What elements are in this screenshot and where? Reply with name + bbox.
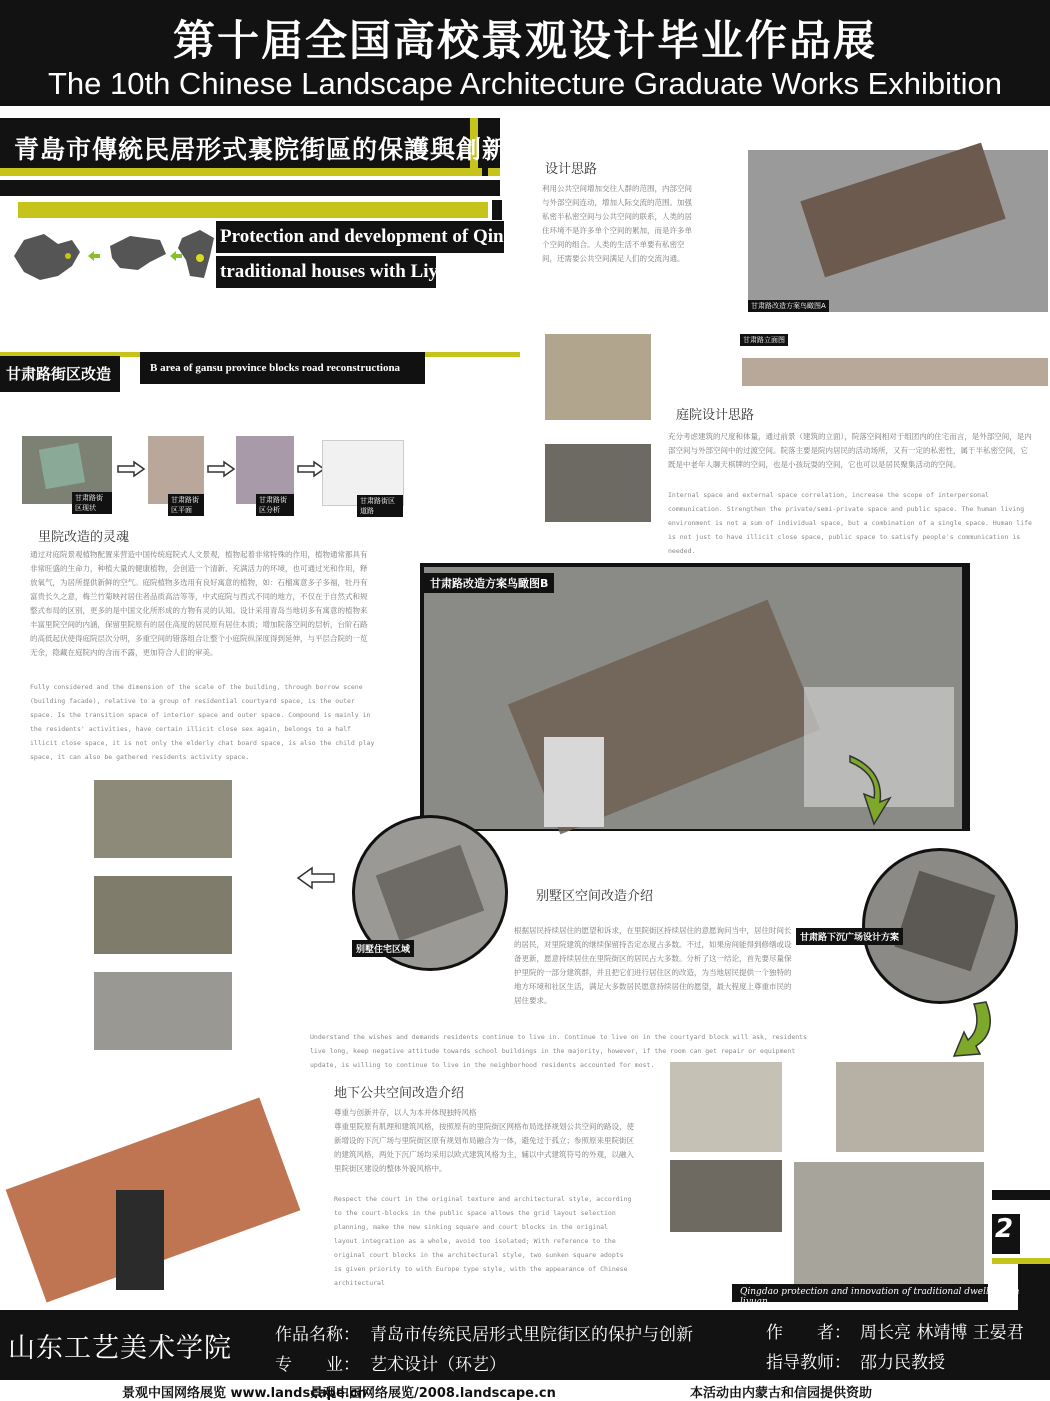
banner-end-block (492, 200, 502, 220)
street-elevation (742, 358, 1048, 386)
major-label: 专 业： (275, 1355, 360, 1375)
advisor: 邵力民教授 (860, 1353, 945, 1373)
gansu-thumb-plan (148, 436, 204, 514)
sunken-blocks (895, 871, 996, 972)
courtyard-title: 庭院设计思路 (676, 408, 755, 423)
bottom-band-middle: 景观中国网络展览/2008.landscape.cn (310, 1386, 556, 1401)
aerial-b-tower (544, 737, 604, 827)
design-thinking-title: 设计思路 (545, 162, 598, 177)
arrow-down-icon (842, 752, 898, 830)
aerial-b-caption: 甘肃路改造方案鸟瞰图B (424, 573, 554, 593)
exhibition-title-en: The 10th Chinese Landscape Architecture Graduate Works Exhibition (47, 66, 1003, 101)
underground-subtitle: 尊重与创新并存，以人为本并体现独特风格 (334, 1108, 477, 1117)
soul-title: 里院改造的灵魂 (38, 530, 130, 545)
thumb-caption: 甘肃路街区现状 (72, 492, 112, 514)
villa-body-cn: 根据居民持续居住的愿望和诉求，在里院街区持续居住的意愿询问当中，居住时间长的居民，对里院建筑的继续保留持否定态度占多数。不过，如果房间能得到修缮或设备更新，愿意持续居住在里院街区的居民占大多数。分析了这一结论，首先要尽量保护里院的一部分建筑群，并且把它们进行居住区的改造，为当地居民提供一个独特的地方环境和社区生活，满足大多数居民愿意持续居住的愿望，最大程度上尊重市民的居住要求。 (514, 926, 792, 1005)
sunken-caption: 甘肃路下沉广场设计方案 (796, 928, 903, 945)
soul-body-en: Fully considered and the dimension of the scale of the building, through borrow scene (building facade), relative to a group of residential courtyard space, is the outer space. Is the transition space of interior space and outer space. Compound is mainly in the residents' activities, have certain illicit close sex again, belongs to a half illicit close space, it is not only the elderly chat board space, is also the child play space, it can also be gathered residents activity space. (30, 683, 375, 761)
gansu-thumb-current (22, 436, 112, 512)
gansu-thumb-roads (322, 440, 404, 515)
street-photo-1 (94, 780, 232, 858)
elevation-caption: 甘肃路立面图 (740, 334, 788, 346)
courtyard-render-1 (545, 334, 651, 420)
banner-yellow-band (18, 202, 488, 218)
aerial-a-image (748, 150, 1048, 312)
gansu-label-cn: 甘肃路街区改造 (6, 365, 112, 383)
plaza-render-1 (670, 1062, 782, 1152)
page-number: 2 (995, 1214, 1014, 1244)
street-photo-2 (94, 876, 232, 954)
banner-yellow-stripe (0, 168, 500, 176)
china-location-maps (10, 226, 215, 286)
banner-dark-band (0, 180, 500, 196)
major: 艺术设计（环艺） (370, 1355, 506, 1375)
design-thinking-body: 利用公共空间增加交往人群的范围，内部空间与外部空间连动，增加人际交流的范围。加强私密半私密空间与公共空间的联系，人类的居住环境不是许多单个空间的累加，而是许多单个空间的组合。人类的生活不单要有私密空间，还需要公共空间满足人们的交流沟通。 (542, 184, 692, 263)
school-name: 山东工艺美术学院 (8, 1333, 232, 1364)
thumb-caption: 甘肃路街区道路 (357, 495, 403, 517)
gansu-thumb-analysis (236, 436, 294, 514)
advisor-label: 指导教师： (766, 1353, 851, 1373)
courtyard-body-cn: 充分考虑建筑的尺度和体量，通过前景（建筑的立面），院落空间相对于组团内的住宅而言，是外部空间，是内部空间与外部空间中的过渡空间。院落主要是院内居民的活动场所，又有一定的私密性，属于半私密空间，它既是中老年人聊天棋牌的空间，也是小孩玩耍的空间，它也可以是居民聚集活动的空间。 (668, 432, 1032, 469)
soul-body-cn: 通过对庭院景观植物配置来营造中国传统庭院式人文景观，植物起着非常特殊的作用，植物通常都具有非常旺盛的生命力，种植大量的健康植物，会创造一个清新、充满活力的环境，也可通过光和作用，释放氧气，为居所提供新鲜的空气。庭院植物多选用有良好寓意的植物，如：石榴寓意多子多福，牡丹有富贵长久之意，梅兰竹菊映衬居住者品质高洁等等，中式庭院与西式不同的地方，不仅在于自然式和规整式布局的区别，更多的是中国文化所形成的方物有灵的认知。设计采用青岛当地切多有寓意的植物来丰富里院空间的内涵，保留里院原有的居住高度的居民原有居住本质；增加院落空间的层析，台阶石路的高低起伏使得庭院层次分明，多重空间的错落组合让整个小庭院纵深度得到延伸，与平层合院的一览无余，隐藏在庭院内的含而不露，更加符合人们的审美。 (30, 550, 368, 657)
banner-title-en-1: Protection and development of Qingdao (220, 226, 543, 247)
author-label: 作 者： (766, 1323, 851, 1343)
courtyard-render-2 (545, 444, 651, 522)
bottom-band-left: 景观中国网络展览 www.landscape.cn (122, 1386, 367, 1401)
banner-title-cn: 青島市傳統民居形式裏院街區的保護與創新 (14, 135, 509, 164)
caption-strip: Qingdao protection and innovation of traditional dwellings in liyuan (740, 1287, 1020, 1307)
exhibition-title-cn: 第十届全国高校景观设计毕业作品展 (172, 16, 877, 65)
authors: 周长亮 林靖博 王晏君 (860, 1323, 1024, 1343)
villa-body-en: Understand the wishes and demands residents continue to live in. Continue to live on in the courtyard block will ask, residents live long, keep negative attitude towards school buildings in the majority, however, if the room can get repair or equipment update, is willing to continue to live in the neighborhood residents accounted for most. (310, 1033, 807, 1069)
thumb-overlay (39, 443, 85, 489)
aerial-a-caption: 甘肃路改造方案鸟瞰图A (748, 300, 829, 312)
arrow-down-left-icon (940, 998, 1000, 1064)
bottom-band-right: 本活动由内蒙古和信园提供资助 (690, 1386, 873, 1401)
gansu-label-en: B area of gansu province blocks road reconstructiona (150, 362, 401, 374)
villa-title: 别墅区空间改造介绍 (536, 889, 654, 904)
bottom-aerial-tower (116, 1190, 164, 1290)
arrow-right-icon (206, 460, 236, 478)
villa-caption: 别墅住宅区域 (352, 940, 414, 957)
work-name: 青岛市传统民居形式里院街区的保护与创新 (370, 1325, 693, 1345)
page-number-top-bar (992, 1190, 1050, 1200)
banner-title-en-2: traditional houses with Liyuan (220, 261, 469, 282)
plaza-render-3 (670, 1160, 782, 1232)
underground-body-en: Respect the court in the original texture and architectural style, according to the court-blocks in the public space allows the grid layout selection planning, make the new sinking square and court blocks in the original layout integration as a whole, avoid too isolated; With reference to the original court blocks in the architectural style, two sunken square adopts is given priority to with Europe type style, with the appearance of Chinese architectural (334, 1195, 632, 1287)
arrow-left-icon (296, 866, 336, 890)
thumb-caption: 甘肃路街区平面 (168, 494, 204, 516)
bottom-aerial-image (8, 1110, 308, 1298)
sunken-circle-image (862, 848, 1018, 1004)
underground-title: 地下公共空间改造介绍 (334, 1086, 465, 1101)
plaza-render-2 (836, 1062, 984, 1152)
street-photo-3 (94, 972, 232, 1050)
underground-body-cn: 尊重里院原有肌理和建筑风格，按照原有的里院街区网格布局选择规划公共空间的路设，使新增设的下沉广场与里院街区原有规划布局融合为一体，避免过于孤立；参照原来里院街区的建筑风格，两处下沉广场均采用以欧式建筑风格为主，辅以中式建筑符号的外观，以融入里院街区建设的整体外貌风格中。 (334, 1122, 634, 1173)
thumb-caption: 甘肃路街区分析 (256, 494, 294, 516)
plaza-render-4 (794, 1162, 984, 1284)
courtyard-body-en: Internal space and external space correlation, increase the scope of interpersonal communication. Strengthen the private/semi-private space and public space. The human living environment is not a sum of individual space, but a combination of a single space. Human life is not just to have illicit close space, public space to satisfy people's communication is needed. (668, 491, 1032, 555)
arrow-right-icon (116, 460, 146, 478)
work-name-label: 作品名称： (275, 1325, 360, 1345)
villa-blocks (376, 845, 485, 942)
